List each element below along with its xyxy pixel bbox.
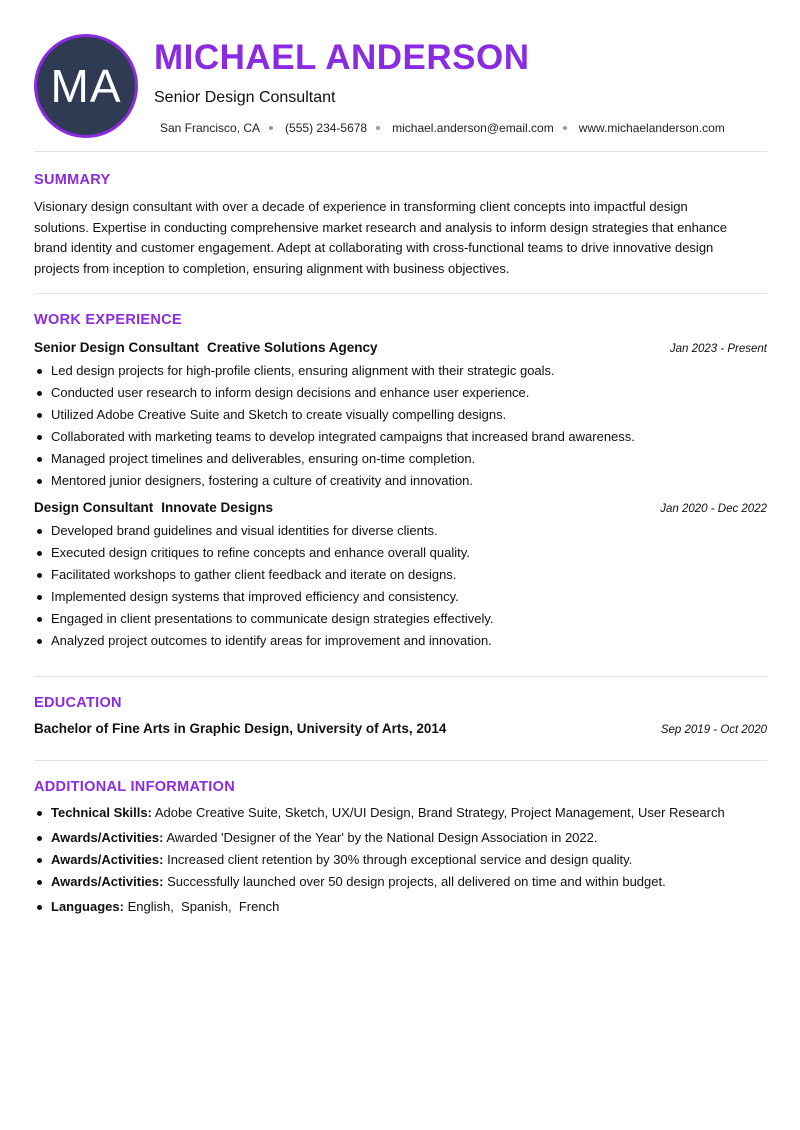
section-divider: [34, 151, 767, 152]
candidate-role: Senior Design Consultant: [154, 89, 336, 106]
contact-location: San Francisco, CA: [160, 121, 261, 135]
additional-label: Awards/Activities:: [51, 830, 164, 845]
additional-item: [34, 827, 767, 849]
summary-line: projects from inception to completion, ensuring alignment with business objectives.: [34, 260, 510, 276]
job-entry: [34, 500, 767, 652]
experience-section: [34, 312, 767, 652]
section-title-education: EDUCATION: [34, 695, 122, 711]
additional-text: Successfully launched over 50 design projects, all delivered on time and within budget.: [163, 874, 666, 889]
summary-text: [34, 197, 767, 279]
additional-item: [34, 896, 767, 918]
job-bullets: [34, 520, 767, 652]
education-degree: Bachelor of Fine Arts in Graphic Design, University of Arts, 2014: [34, 721, 447, 736]
education-section: [34, 695, 767, 736]
additional-label: Awards/Activities:: [51, 874, 164, 889]
additional-label: Languages:: [51, 899, 124, 914]
job-bullet: Executed design critiques to refine concepts and enhance overall quality.: [34, 542, 767, 564]
summary-line: Visionary design consultant with over a decade of experience in transforming client concepts into impactful design: [34, 199, 688, 214]
additional-label: Awards/Activities:: [51, 852, 164, 867]
job-date: Jan 2020 - Dec 2022: [660, 503, 767, 515]
contact-phone: (555) 234-5678: [285, 121, 368, 135]
job-bullet: Utilized Adobe Creative Suite and Sketch to create visually compelling designs.: [34, 404, 767, 426]
job-bullet: Mentored junior designers, fostering a culture of creativity and innovation.: [34, 470, 767, 492]
additional-item: [34, 849, 767, 871]
job-bullet: Engaged in client presentations to communicate design strategies effectively.: [34, 608, 767, 630]
additional-text: English, Spanish, French: [123, 899, 280, 914]
job-bullet: Facilitated workshops to gather client feedback and iterate on designs.: [34, 564, 767, 586]
job-company: Creative Solutions Agency: [207, 340, 378, 355]
job-entry: [34, 340, 767, 492]
additional-text: Adobe Creative Suite, Sketch, UX/UI Design, Brand Strategy, Project Management, User Research: [151, 805, 725, 820]
additional-label: Technical Skills:: [51, 805, 152, 820]
additional-list: [34, 802, 767, 918]
additional-item: [34, 871, 767, 893]
section-title-summary: SUMMARY: [34, 172, 111, 188]
education-entry: [34, 721, 767, 736]
section-divider: [34, 293, 767, 294]
additional-item: [34, 802, 767, 824]
summary-line: solutions. Expertise in conducting comprehensive market research and analysis to inform design strategies that enhance: [34, 219, 727, 235]
summary-section: [34, 172, 767, 279]
job-company: Innovate Designs: [161, 500, 274, 515]
section-divider: [34, 760, 767, 761]
additional-section: [34, 779, 767, 918]
resume-header: [34, 34, 767, 142]
separator-dot: [269, 126, 273, 130]
avatar: [34, 34, 138, 138]
resume-page: [34, 34, 767, 918]
job-bullet: Analyzed project outcomes to identify areas for improvement and innovation.: [34, 630, 767, 652]
additional-text: Increased client retention by 30% through exceptional service and design quality.: [163, 852, 633, 867]
contact-email[interactable]: michael.anderson@email.com: [392, 121, 554, 135]
job-bullet: Led design projects for high-profile clients, ensuring alignment with their strategic goals.: [34, 360, 767, 382]
job-title: Design Consultant: [34, 500, 154, 515]
section-divider: [34, 676, 767, 677]
job-header: [34, 340, 767, 355]
job-bullet: Conducted user research to inform design decisions and enhance user experience.: [34, 382, 767, 404]
summary-line: brand identity and customer engagement. Adept at collaborating with cross-functional teams to drive innovative design: [34, 240, 714, 255]
separator-dot: [376, 126, 380, 130]
separator-dot: [563, 126, 567, 130]
section-title-experience: WORK EXPERIENCE: [34, 312, 182, 328]
job-date: Jan 2023 - Present: [669, 343, 767, 355]
job-bullet: Collaborated with marketing teams to develop integrated campaigns that increased brand awareness.: [34, 426, 767, 448]
section-title-additional: ADDITIONAL INFORMATION: [34, 779, 235, 795]
job-title: Senior Design Consultant: [34, 340, 200, 355]
contact-website[interactable]: www.michaelanderson.com: [578, 121, 725, 135]
candidate-name: MICHAEL ANDERSON: [154, 38, 530, 77]
job-bullet: Implemented design systems that improved efficiency and consistency.: [34, 586, 767, 608]
education-date: Sep 2019 - Oct 2020: [660, 724, 767, 736]
job-bullet: Managed project timelines and deliverables, ensuring on-time completion.: [34, 448, 767, 470]
job-bullet: Developed brand guidelines and visual identities for diverse clients.: [34, 520, 767, 542]
job-bullets: [34, 360, 767, 492]
avatar-initials: MA: [50, 60, 122, 112]
contact-info: [160, 121, 725, 135]
additional-text: Awarded 'Designer of the Year' by the National Design Association in 2022.: [163, 830, 598, 845]
job-header: [34, 500, 767, 515]
